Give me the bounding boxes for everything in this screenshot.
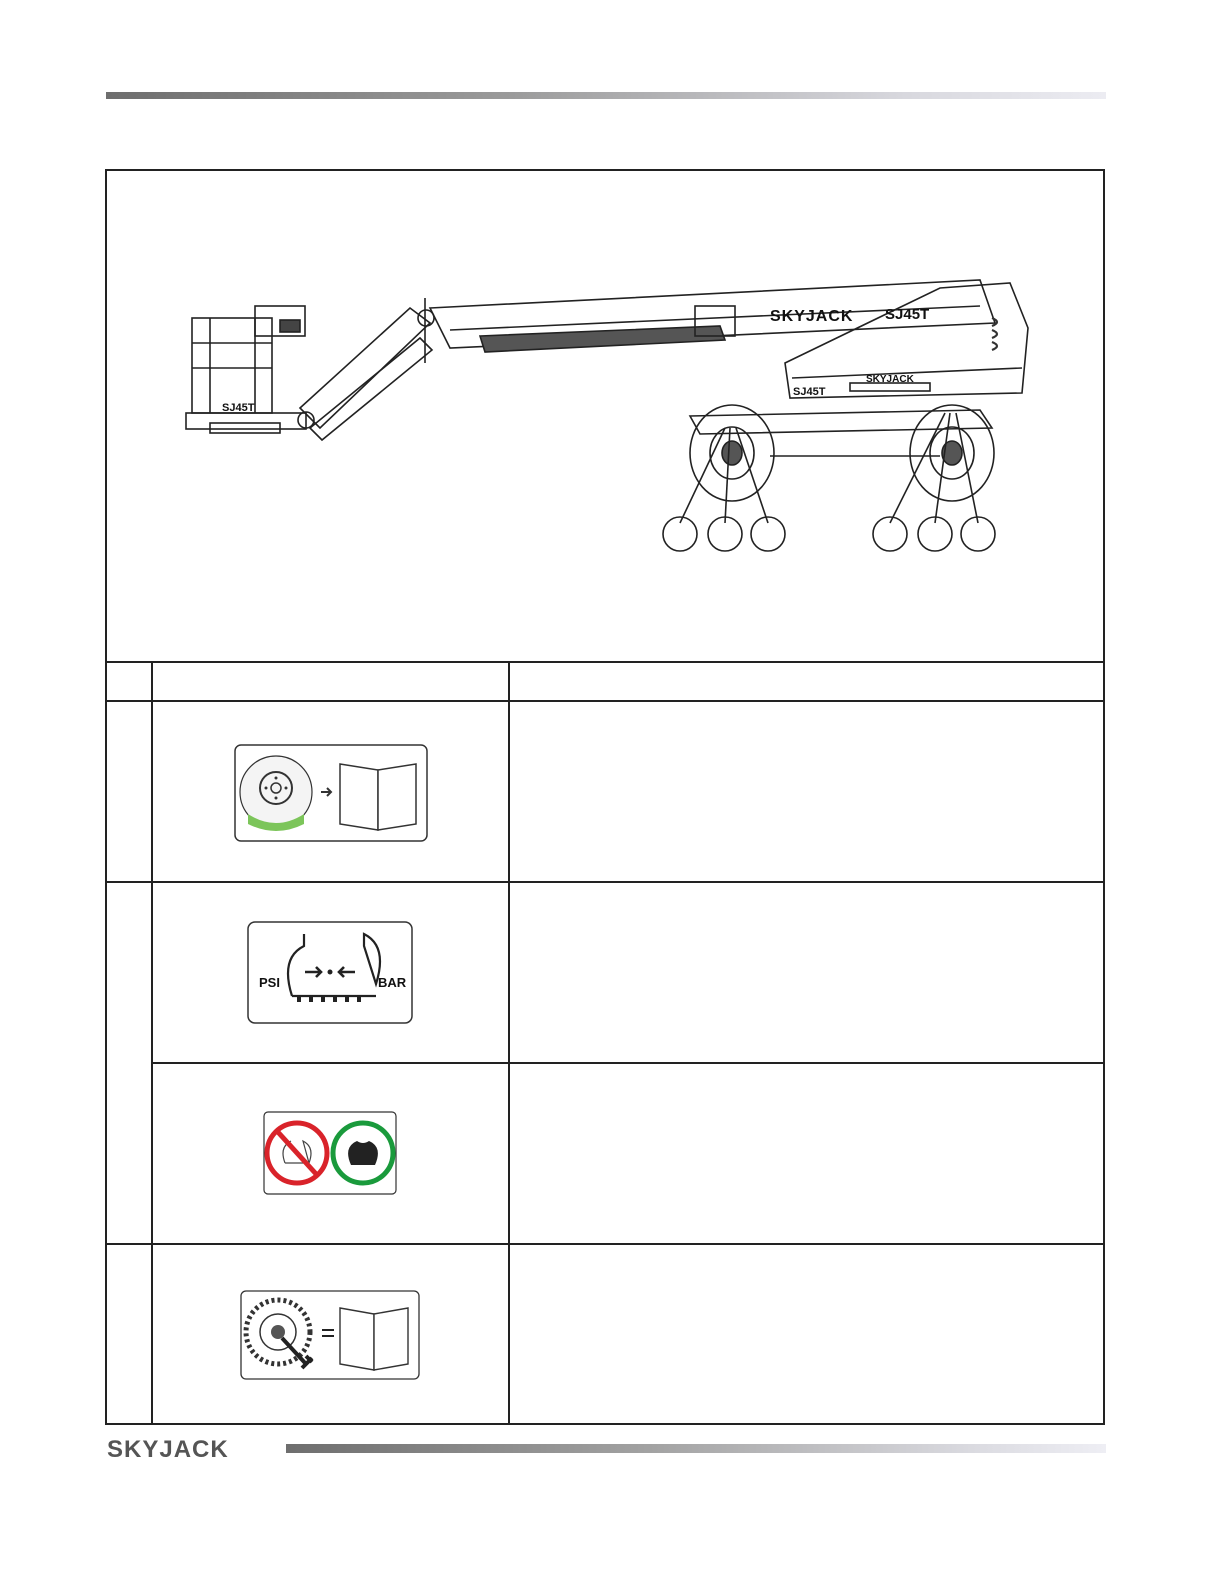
chassis-model-label: SJ45T (793, 386, 826, 398)
table-header-bottom (105, 700, 1105, 702)
tire-pressure-psi-bar-icon (247, 921, 413, 1024)
wheel-nut-torque-manual-icon (240, 1290, 420, 1380)
table-header-top (105, 661, 1105, 663)
chassis-brand-label: SKYJACK (866, 374, 914, 385)
column-divider-2 (508, 661, 510, 1425)
row-divider-1 (105, 881, 1105, 883)
boom-model-label: SJ45T (885, 306, 930, 323)
bar-label: BAR (378, 975, 407, 990)
row-divider-3 (105, 1243, 1105, 1245)
boom-brand-label: SKYJACK (770, 308, 854, 325)
basket-model-label: SJ45T (222, 402, 255, 414)
footer-divider (286, 1444, 1106, 1453)
column-divider-1 (151, 661, 153, 1425)
tire-manual-reference-icon (234, 744, 428, 842)
no-pneumatic-foam-filled-icon (263, 1111, 397, 1195)
skyjack-logo (107, 1436, 229, 1464)
tire-pressure-decal (247, 921, 413, 1024)
logo-text: SKYJACK (107, 1436, 229, 1463)
row-divider-2a (151, 1062, 1105, 1064)
psi-label: PSI (259, 975, 280, 990)
header-divider (106, 92, 1106, 99)
